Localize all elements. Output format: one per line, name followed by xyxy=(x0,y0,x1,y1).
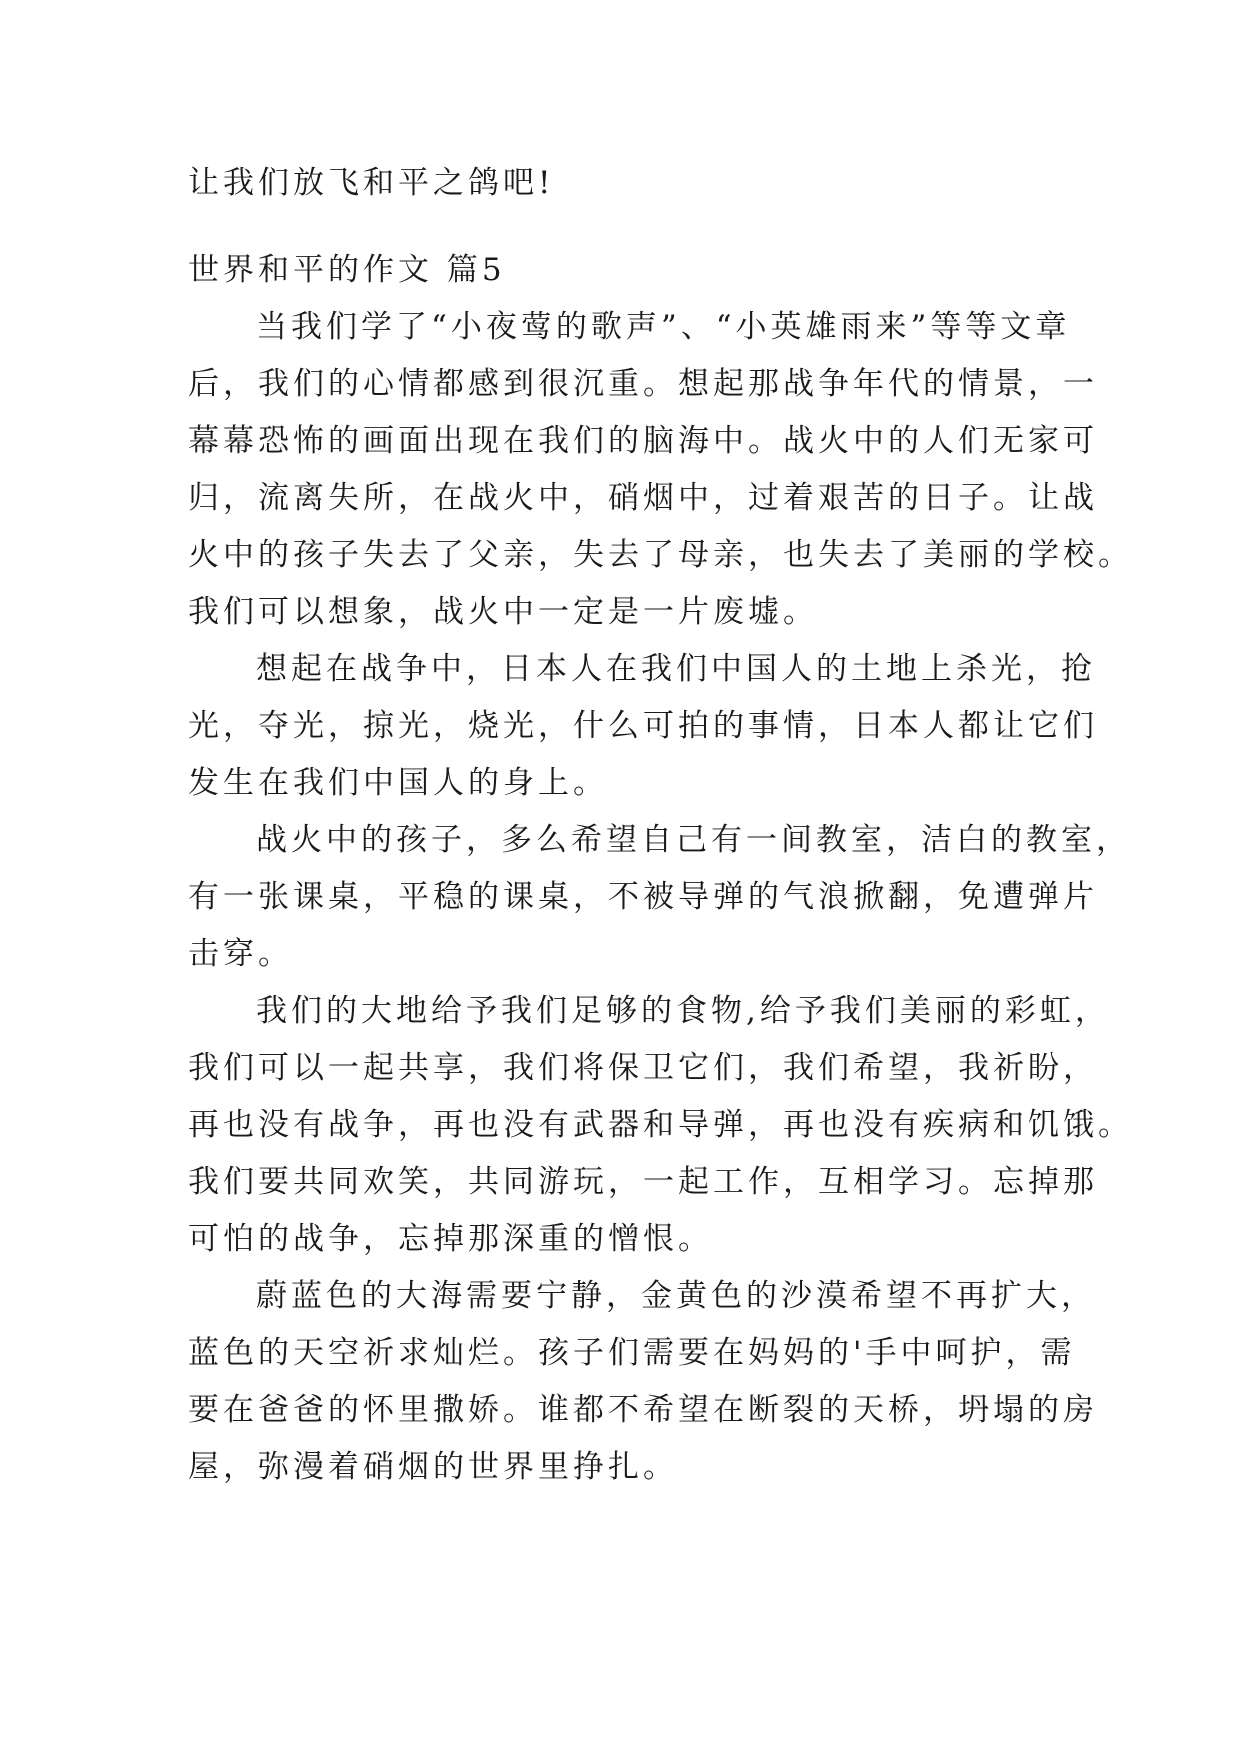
paragraph-line: 我们可以想象，战火中一定是一片废墟。 xyxy=(188,594,818,630)
paragraph-3 xyxy=(188,812,1131,983)
paragraph-line: 我们要共同欢笑，共同游玩，一起工作，互相学习。忘掉那 xyxy=(188,1164,1098,1200)
paragraph-line: 蔚蓝色的大海需要宁静，金黄色的沙漠希望不再扩大， xyxy=(256,1278,1096,1314)
paragraph-line: 有一张课桌，平稳的课桌，不被导弹的气浪掀翻，免遭弹片 xyxy=(188,879,1098,915)
paragraph-line: 火中的孩子失去了父亲，失去了母亲，也失去了美丽的学校。 xyxy=(188,537,1133,573)
paragraph-line: 战火中的孩子，多么希望自己有一间教室，洁白的教室， xyxy=(256,822,1131,858)
section-title: 世界和平的作文 篇5 xyxy=(188,252,506,288)
paragraph-2 xyxy=(188,641,1098,812)
closing-line: 让我们放飞和平之鸽吧! xyxy=(188,165,555,201)
paragraph-line: 幕幕恐怖的画面出现在我们的脑海中。战火中的人们无家可 xyxy=(188,423,1098,459)
paragraph-line: 蓝色的天空祈求灿烂。孩子们需要在妈妈的'手中呵护，需 xyxy=(188,1335,1076,1371)
paragraph-line: 可怕的战争，忘掉那深重的憎恨。 xyxy=(188,1221,713,1257)
paragraph-line: 我们的大地给予我们足够的食物,给予我们美丽的彩虹， xyxy=(256,993,1110,1029)
spacer xyxy=(188,212,1068,242)
paragraph-line: 归，流离失所，在战火中，硝烟中，过着艰苦的日子。让战 xyxy=(188,480,1098,516)
paragraph-line: 屋，弥漫着硝烟的世界里挣扎。 xyxy=(188,1449,678,1485)
document-body xyxy=(188,155,1133,1496)
paragraph-1 xyxy=(188,299,1133,641)
paragraph-line: 再也没有战争，再也没有武器和导弹，再也没有疾病和饥饿。 xyxy=(188,1107,1133,1143)
paragraph-line: 我们可以一起共享，我们将保卫它们，我们希望，我祈盼， xyxy=(188,1050,1098,1086)
paragraph-line: 后，我们的心情都感到很沉重。想起那战争年代的情景，一 xyxy=(188,366,1098,402)
paragraph-line: 要在爸爸的怀里撒娇。谁都不希望在断裂的天桥，坍塌的房 xyxy=(188,1392,1098,1428)
paragraph-line: 当我们学了“小夜莺的歌声”、“小英雄雨来”等等文章 xyxy=(256,309,1071,345)
paragraph-line: 光，夺光，掠光，烧光，什么可拍的事情，日本人都让它们 xyxy=(188,708,1098,744)
paragraph-line: 发生在我们中国人的身上。 xyxy=(188,765,608,801)
paragraph-line: 击穿。 xyxy=(188,936,293,972)
paragraph-5 xyxy=(188,1268,1098,1496)
paragraph-4 xyxy=(188,983,1133,1268)
paragraph-line: 想起在战争中，日本人在我们中国人的土地上杀光，抢 xyxy=(256,651,1096,687)
